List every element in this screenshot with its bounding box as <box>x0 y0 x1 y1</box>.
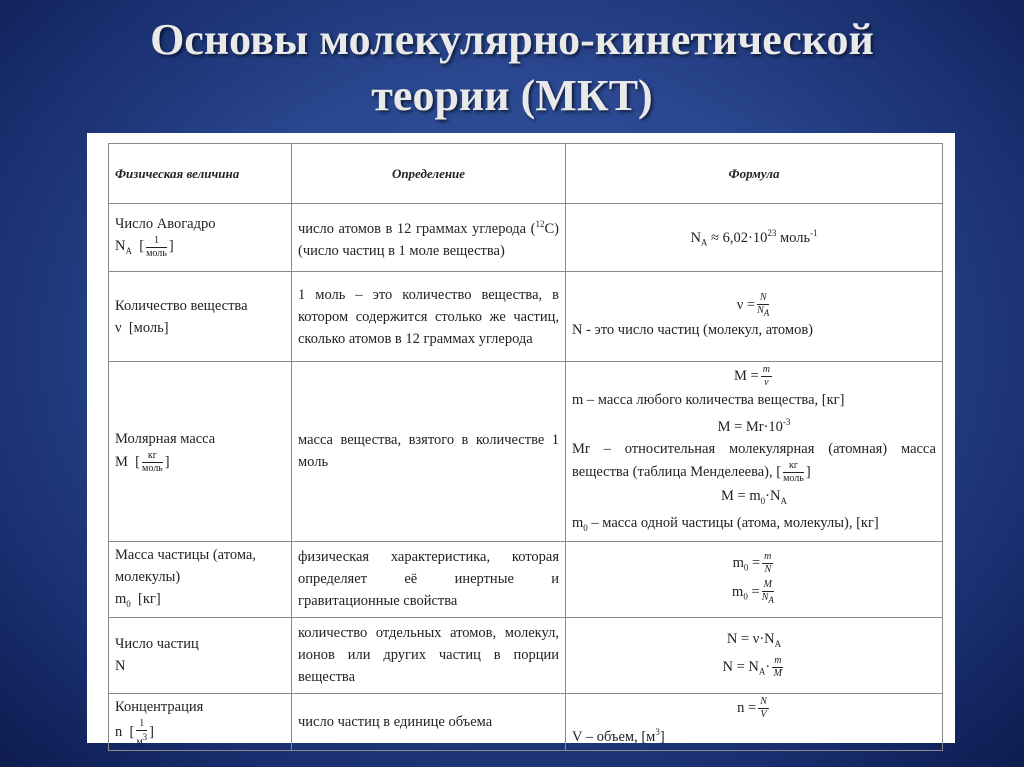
quantity-cell <box>109 693 292 750</box>
table-header <box>109 144 943 204</box>
quantity-cell <box>109 617 292 693</box>
formula-cell: n = $\frac{N}{V}$ V – объем, $[м^3]$ <box>566 693 943 750</box>
formula-cell: M = $\frac{m}{\nu}$ m – масса любого количества вещества, [кг] $M = Mr\cdot 10^{-3}$ Mr – относительная молекулярная (атомная) масса вещества (таблица Менделеева), [ кг моль ] $M = m_0\cdot N_A$ $m_0$ – масса одной частицы (атома, молекулы), [кг] <box>566 362 943 542</box>
quantity-cell <box>109 272 292 362</box>
formula-cell: $m_0$ = $\frac{m}{N}$ $m_0$ = $\frac{M}{N_A}$ <box>566 541 943 617</box>
quantity-symbol: ν [моль] <box>115 319 169 336</box>
table-row <box>109 272 943 362</box>
quantity-symbol: n [ 1 $м^3$ ] <box>115 717 155 747</box>
mkt-table <box>108 143 943 751</box>
quantity-symbol: $N_A$ [ 1 моль ] <box>115 234 174 259</box>
quantity-name: Концентрация <box>115 698 204 715</box>
header-quantity: Физическая величина <box>109 144 292 204</box>
table-row <box>109 362 943 542</box>
quantity-name: Молярная масса <box>115 430 216 447</box>
quantity-symbol: $m_0$ [кг] <box>115 590 161 609</box>
table-row <box>109 693 943 750</box>
definition-cell: количество отдельных атомов, молекул, ионов или других частиц в порции вещества <box>292 617 566 693</box>
quantity-symbol: N <box>115 658 126 674</box>
formula-cell: ν = $\frac{N}{N_A}$ N - это число частиц (молекул, атомов) <box>566 272 943 362</box>
quantity-cell <box>109 362 292 542</box>
title-line-2: теории (МКТ) <box>371 71 653 120</box>
slide-title <box>0 12 1024 124</box>
header-definition: Определение <box>292 144 566 204</box>
quantity-name: Число частиц <box>115 636 199 652</box>
definition-cell: 1 моль – это количество вещества, в котором содержится столько же частиц, сколько атомов в 12 граммах углерода <box>292 272 566 362</box>
definition-cell: физическая характеристика, которая определяет её инертные и гравитационные свойства <box>292 541 566 617</box>
definition-cell: число частиц в единице объема <box>292 693 566 750</box>
header-formula: Формула <box>566 144 943 204</box>
table-row <box>109 204 943 272</box>
table-row <box>109 617 943 693</box>
table-row <box>109 541 943 617</box>
quantity-symbol: M [ кг моль ] <box>115 449 170 474</box>
title-line-1: Основы молекулярно-кинетической <box>150 15 874 64</box>
formula-cell: $N_A \approx 6,02\cdot 10^{23}$ моль$^{-1}$ <box>566 204 943 272</box>
definition-cell: число атомов в 12 граммах углерода ($^{12}$С) (число частиц в 1 моле вещества) <box>292 204 566 272</box>
quantity-name: Число Авогадро <box>115 215 216 232</box>
formula-cell: $N = \nu\cdot N_A$ $N = N_A\cdot$ $\frac{m}{M}$ <box>566 617 943 693</box>
quantity-name: Количество вещества <box>115 297 248 314</box>
quantity-cell <box>109 204 292 272</box>
quantity-name: Масса частицы (атома, молекулы) <box>115 546 256 585</box>
quantity-cell <box>109 541 292 617</box>
definition-cell: масса вещества, взятого в количестве 1 моль <box>292 362 566 542</box>
table-panel <box>87 133 955 747</box>
